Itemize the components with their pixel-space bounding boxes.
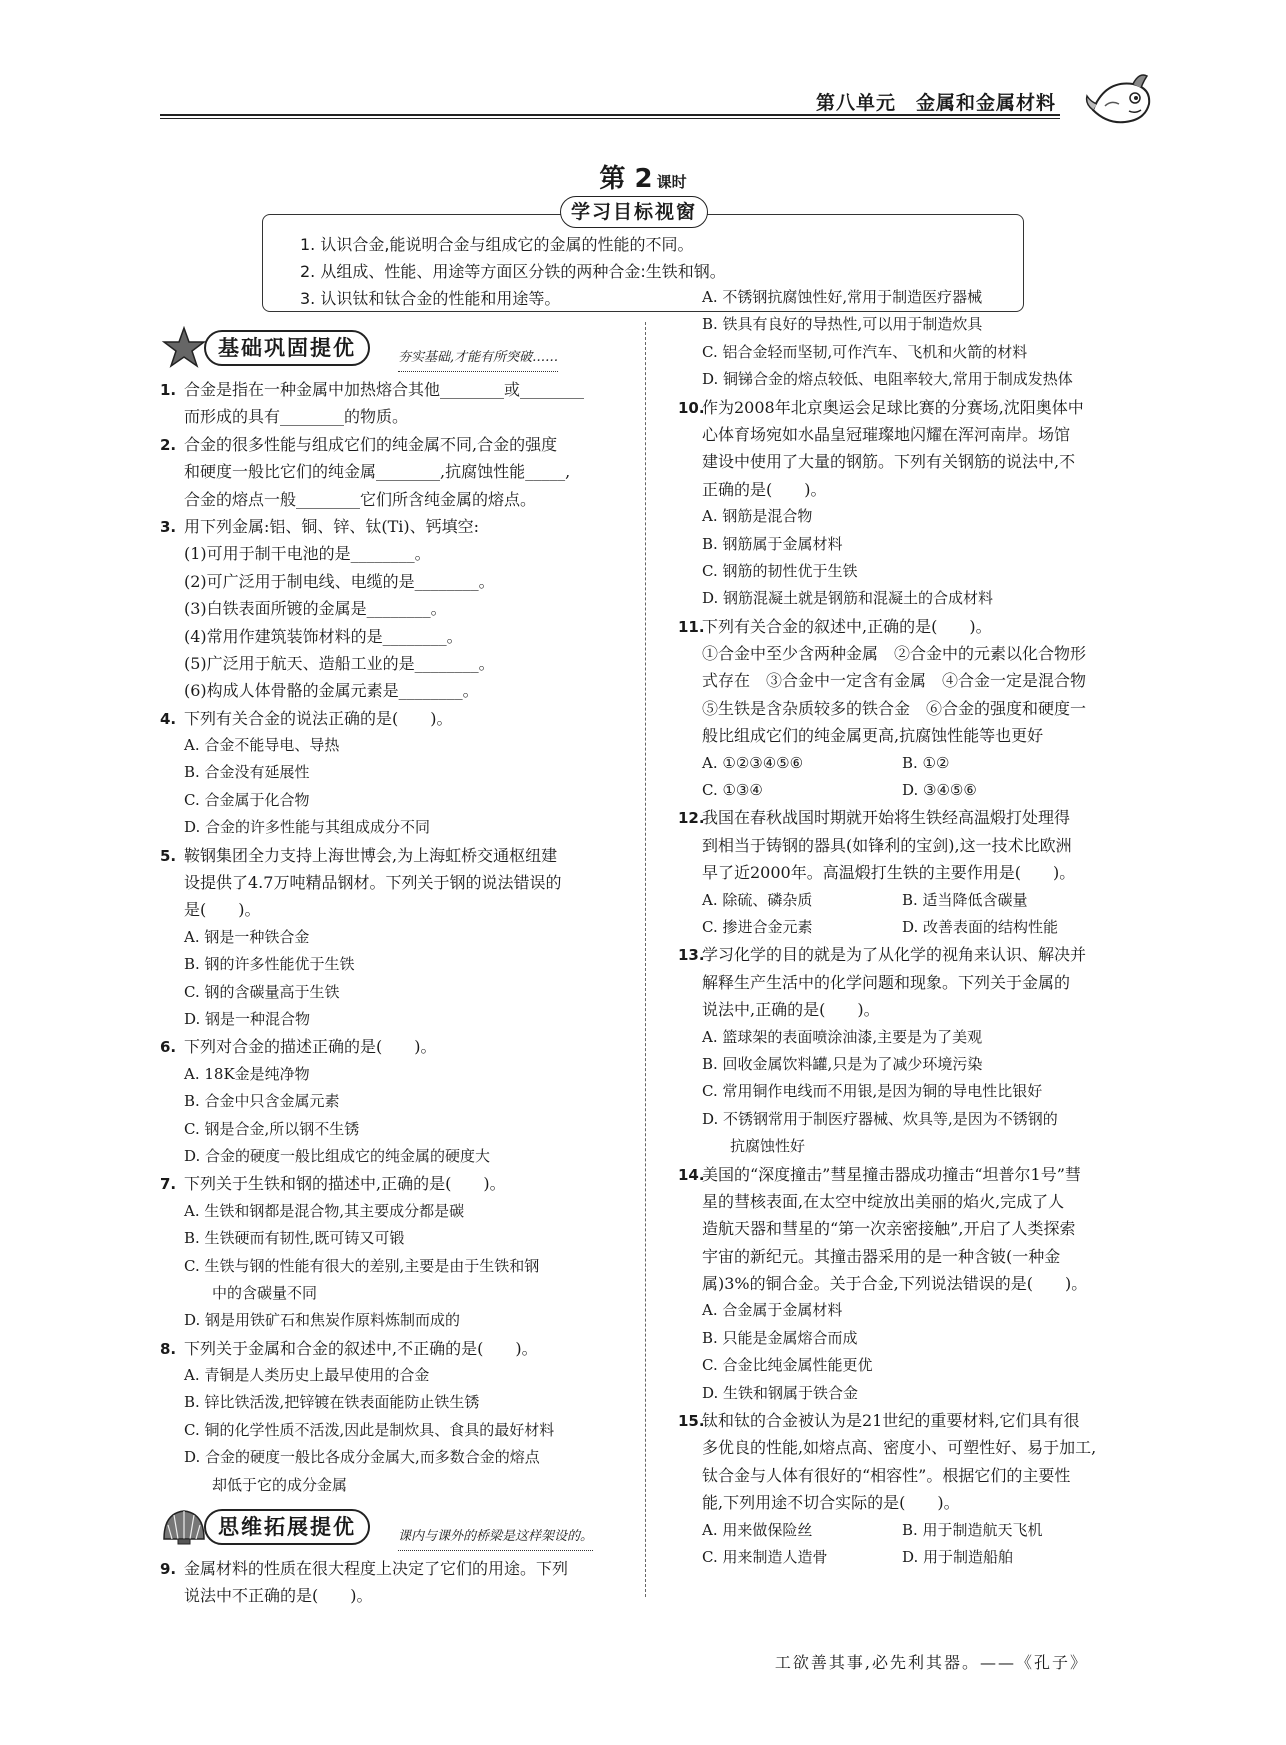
option: B. 铁具有良好的导热性,可以用于制造炊具: [702, 315, 983, 334]
question-line: [678, 394, 1123, 421]
question-number: 4.: [160, 709, 177, 728]
section-header-extend: [160, 1503, 625, 1551]
option: D. 钢是用铁矿石和焦炭作原料炼制而成的: [184, 1311, 461, 1330]
option: C. 用来制造人造骨: [702, 1547, 828, 1566]
question-number: 5.: [160, 846, 177, 865]
option: C. 常用铜作电线而不用银,是因为铜的导电性比银好: [702, 1082, 1043, 1101]
option: D. ③④⑤⑥: [902, 781, 977, 800]
option-continued: 抗腐蚀性好: [730, 1137, 806, 1156]
option: A. 18K金是纯净物: [184, 1064, 310, 1083]
question-line: 早了近2000年。高温煅打生铁的主要作用是( )。: [702, 863, 1076, 883]
lesson-title: [0, 158, 1286, 195]
question-number: 3.: [160, 517, 177, 536]
section-title: 基础巩固提优: [204, 330, 370, 366]
question-line: [160, 1555, 625, 1582]
goal-item: 1. 认识合金,能说明合金与组成它的金属的性能的不同。: [300, 235, 694, 254]
question-line: [678, 1161, 1123, 1188]
option: B. 合金中只含金属元素: [184, 1092, 340, 1111]
question-line: 建设中使用了大量的钢筋。下列有关钢筋的说法中,不: [702, 452, 1076, 472]
option: C. 钢的含碳量高于生铁: [184, 982, 340, 1001]
question-text: 用下列金属:铝、铜、锌、钛(Ti)、钙填空:: [184, 516, 480, 536]
question-line: 正确的是( )。: [702, 479, 827, 499]
question-text: 下列对合金的描述正确的是( )。: [184, 1037, 437, 1057]
lesson-label: 课时: [656, 173, 687, 191]
option: C. 掺进合金元素: [702, 917, 813, 936]
option-continued: 中的含碳量不同: [212, 1283, 318, 1302]
learning-goals-badge: 学习目标视窗: [560, 196, 708, 228]
question-line: 星的彗核表面,在太空中绽放出美丽的焰火,完成了人: [702, 1191, 1065, 1211]
unit-title: 第八单元 金属和金属材料: [815, 92, 1056, 114]
option: A. 合金属于金属材料: [702, 1301, 843, 1320]
question-line: 钛合金与人体有很好的“相容性”。根据它们的主要性: [702, 1465, 1071, 1485]
question-line: 和硬度一般比它们的纯金属________,抗腐蚀性能_____,: [184, 462, 571, 482]
option: B. 锌比铁活泼,把锌镀在铁表面能防止铁生锈: [184, 1393, 480, 1412]
option: A. 篮球架的表面喷涂油漆,主要是为了美观: [702, 1027, 983, 1046]
option: D. 钢筋混凝土就是钢筋和混凝土的合成材料: [702, 589, 994, 608]
option: D. 不锈钢常用于制医疗器械、炊具等,是因为不锈钢的: [702, 1109, 1058, 1128]
question-text: 我国在春秋战国时期就开始将生铁经高温煅打处理得: [702, 808, 1071, 828]
option: B. 适当降低含碳量: [902, 890, 1028, 909]
question-line: [678, 613, 1123, 640]
question-line: 般比组成它们的纯金属更高,抗腐蚀性能等也更好: [702, 726, 1044, 746]
footer-quote: 工欲善其事,必先利其器。——《孔子》: [774, 1653, 1088, 1672]
question-line: [160, 376, 625, 403]
header-rule: [160, 114, 1060, 116]
question-text: 作为2008年北京奥运会足球比赛的分赛场,沈阳奥体中: [702, 397, 1084, 417]
seashell-icon: [160, 1505, 208, 1547]
option: D. 合金的硬度一般比组成它的纯金属的硬度大: [184, 1146, 491, 1165]
option: C. 生铁与钢的性能有很大的差别,主要是由于生铁和钢: [184, 1256, 540, 1275]
question-line: 属)3%的铜合金。关于合金,下列说法错误的是( )。: [702, 1274, 1088, 1294]
question-line: [678, 1407, 1123, 1434]
fish-mascot-icon: [1085, 70, 1155, 130]
question-number: 14.: [678, 1165, 705, 1184]
option: B. 合金没有延展性: [184, 763, 310, 782]
option: C. 铝合金轻而坚韧,可作汽车、飞机和火箭的材料: [702, 342, 1028, 361]
fill-item: (6)构成人体骨骼的金属元素是________。: [184, 681, 479, 701]
fill-item: (4)常用作建筑装饰材料的是________。: [184, 626, 463, 646]
header-rule-thin: [160, 118, 1060, 119]
question-line: [160, 842, 625, 869]
question-line: [160, 1335, 625, 1362]
option-row: [678, 750, 1123, 777]
option-row: [678, 1544, 1123, 1571]
option: A. 除硫、磷杂质: [702, 890, 813, 909]
option: A. 用来做保险丝: [702, 1520, 813, 1539]
option: B. 生铁硬而有韧性,既可铸又可锻: [184, 1229, 405, 1248]
fill-item: (5)广泛用于航天、造船工业的是________。: [184, 653, 495, 673]
starfish-icon: [160, 326, 208, 368]
option: B. 用于制造航天飞机: [902, 1520, 1043, 1539]
question-line: 到相当于铸钢的器具(如锋利的宝剑),这一技术比欧洲: [702, 835, 1072, 855]
question-line: 说法中不正确的是( )。: [184, 1586, 373, 1606]
option: B. 钢的许多性能优于生铁: [184, 955, 355, 974]
fill-item: (2)可广泛用于制电线、电缆的是________。: [184, 571, 495, 591]
option: C. ①③④: [702, 781, 763, 800]
question-line: 是( )。: [184, 900, 261, 920]
question-line: 能,下列用途不切合实际的是( )。: [702, 1493, 960, 1513]
question-number: 7.: [160, 1175, 177, 1194]
question-line: 合金的熔点一般________它们所含纯金属的熔点。: [184, 489, 537, 509]
question-number: 1.: [160, 381, 177, 399]
question-number: 9.: [160, 1560, 177, 1579]
question-number: 6.: [160, 1038, 177, 1057]
section-subtitle: 夯实基础,才能有所突破……: [398, 344, 558, 372]
option: D. 合金的硬度一般比各成分金属大,而多数合金的熔点: [184, 1448, 540, 1467]
option: B. 钢筋属于金属材料: [702, 534, 843, 553]
question-line: [160, 1033, 625, 1060]
left-column: [160, 320, 625, 1610]
question-line: [160, 1170, 625, 1197]
question-text: 下列有关合金的叙述中,正确的是( )。: [702, 616, 992, 636]
option: B. 只能是金属熔合而成: [702, 1328, 858, 1347]
question-text: 下列关于生铁和钢的描述中,正确的是( )。: [184, 1174, 506, 1194]
question-line: 解释生产生活中的化学问题和现象。下列关于金属的: [702, 972, 1071, 992]
section-subtitle: 课内与课外的桥梁是这样架设的。: [398, 1523, 593, 1551]
question-text: 金属材料的性质在很大程度上决定了它们的用途。下列: [184, 1559, 569, 1579]
option: D. 铜锑合金的熔点较低、电阻率较大,常用于制成发热体: [702, 370, 1073, 389]
option: C. 合金比纯金属性能更优: [702, 1356, 873, 1375]
goal-item: 2. 从组成、性能、用途等方面区分铁的两种合金:生铁和钢。: [300, 262, 726, 281]
question-line: [160, 431, 625, 458]
option: C. 钢是合金,所以钢不生锈: [184, 1119, 360, 1138]
question-line: 式存在 ③合金中一定含有金属 ④合金一定是混合物: [702, 671, 1087, 691]
question-line: ⑤生铁是含杂质较多的铁合金 ⑥合金的强度和硬度一: [702, 698, 1087, 718]
option: B. 回收金属饮料罐,只是为了减少环境污染: [702, 1054, 983, 1073]
option-continued: 却低于它的成分金属: [212, 1475, 348, 1494]
section-header-basic: [160, 324, 625, 372]
option: B. ①②: [902, 753, 950, 772]
question-number: 12.: [678, 809, 705, 828]
option: D. 合金的许多性能与其组成成分不同: [184, 818, 431, 837]
fill-item: (1)可用于制干电池的是________。: [184, 544, 431, 564]
column-divider: [645, 322, 646, 1597]
question-text: 钛和钛的合金被认为是21世纪的重要材料,它们具有很: [702, 1411, 1080, 1431]
right-column: [678, 284, 1123, 1571]
option: D. 钢是一种混合物: [184, 1009, 311, 1028]
question-line: [678, 941, 1123, 968]
question-number: 15.: [678, 1412, 705, 1431]
question-line: 宇宙的新纪元。其撞击器采用的是一种含铍(一种金: [702, 1246, 1061, 1266]
question-text: 下列有关合金的说法正确的是( )。: [184, 708, 453, 728]
option: A. ①②③④⑤⑥: [702, 753, 804, 772]
question-text: 下列关于金属和合金的叙述中,不正确的是( )。: [184, 1338, 538, 1358]
question-number: 10.: [678, 398, 705, 417]
option-row: [678, 887, 1123, 914]
option-row: [678, 777, 1123, 804]
option: A. 钢是一种铁合金: [184, 927, 310, 946]
question-line: 设提供了4.7万吨精品钢材。下列关于钢的说法错误的: [184, 873, 562, 893]
option-row: [678, 1517, 1123, 1544]
option: D. 生铁和钢属于铁合金: [702, 1383, 859, 1402]
question-line: [160, 705, 625, 732]
question-text: 美国的“深度撞击”彗星撞击器成功撞击“坦普尔1号”彗: [702, 1164, 1081, 1184]
question-text: 鞍钢集团全力支持上海世博会,为上海虹桥交通枢纽建: [184, 845, 558, 865]
goal-item: 3. 认识钛和钛合金的性能和用途等。: [300, 289, 561, 308]
option: A. 青铜是人类历史上最早使用的合金: [184, 1366, 430, 1385]
question-line: ①合金中至少含两种金属 ②合金中的元素以化合物形: [702, 644, 1087, 664]
option: C. 钢筋的韧性优于生铁: [702, 561, 858, 580]
option: A. 不锈钢抗腐蚀性好,常用于制造医疗器械: [702, 288, 983, 306]
lesson-number: 第 2: [599, 164, 653, 194]
question-text: 学习化学的目的就是为了从化学的视角来认识、解决并: [702, 945, 1087, 965]
option: C. 铜的化学性质不活泼,因此是制炊具、食具的最好材料: [184, 1420, 555, 1439]
question-line: 说法中,正确的是( )。: [702, 1000, 880, 1020]
question-number: 13.: [678, 946, 705, 965]
fill-item: (3)白铁表面所镀的金属是________。: [184, 599, 447, 619]
option: A. 合金不能导电、导热: [184, 736, 340, 755]
option: D. 用于制造船舶: [902, 1547, 1014, 1566]
question-line: 造航天器和彗星的“第一次亲密接触”,开启了人类探索: [702, 1219, 1076, 1239]
option: A. 钢筋是混合物: [702, 507, 813, 526]
option-row: [678, 914, 1123, 941]
option: A. 生铁和钢都是混合物,其主要成分都是碳: [184, 1201, 465, 1220]
question-text: 合金的很多性能与组成它们的纯金属不同,合金的强度: [184, 434, 558, 454]
option: C. 合金属于化合物: [184, 790, 310, 809]
question-number: 11.: [678, 617, 705, 636]
question-line: 多优良的性能,如熔点高、密度小、可塑性好、易于加工,: [702, 1438, 1097, 1458]
question-text: 合金是指在一种金属中加热熔合其他________或________: [184, 380, 585, 399]
question-line: [678, 804, 1123, 831]
question-number: 8.: [160, 1339, 177, 1358]
section-title: 思维拓展提优: [204, 1509, 370, 1545]
option: D. 改善表面的结构性能: [902, 917, 1059, 936]
question-number: 2.: [160, 435, 177, 454]
question-line: [160, 513, 625, 540]
question-line: 而形成的具有________的物质。: [184, 407, 409, 427]
question-line: 心体育场宛如水晶皇冠璀璨地闪耀在浑河南岸。场馆: [702, 424, 1071, 444]
